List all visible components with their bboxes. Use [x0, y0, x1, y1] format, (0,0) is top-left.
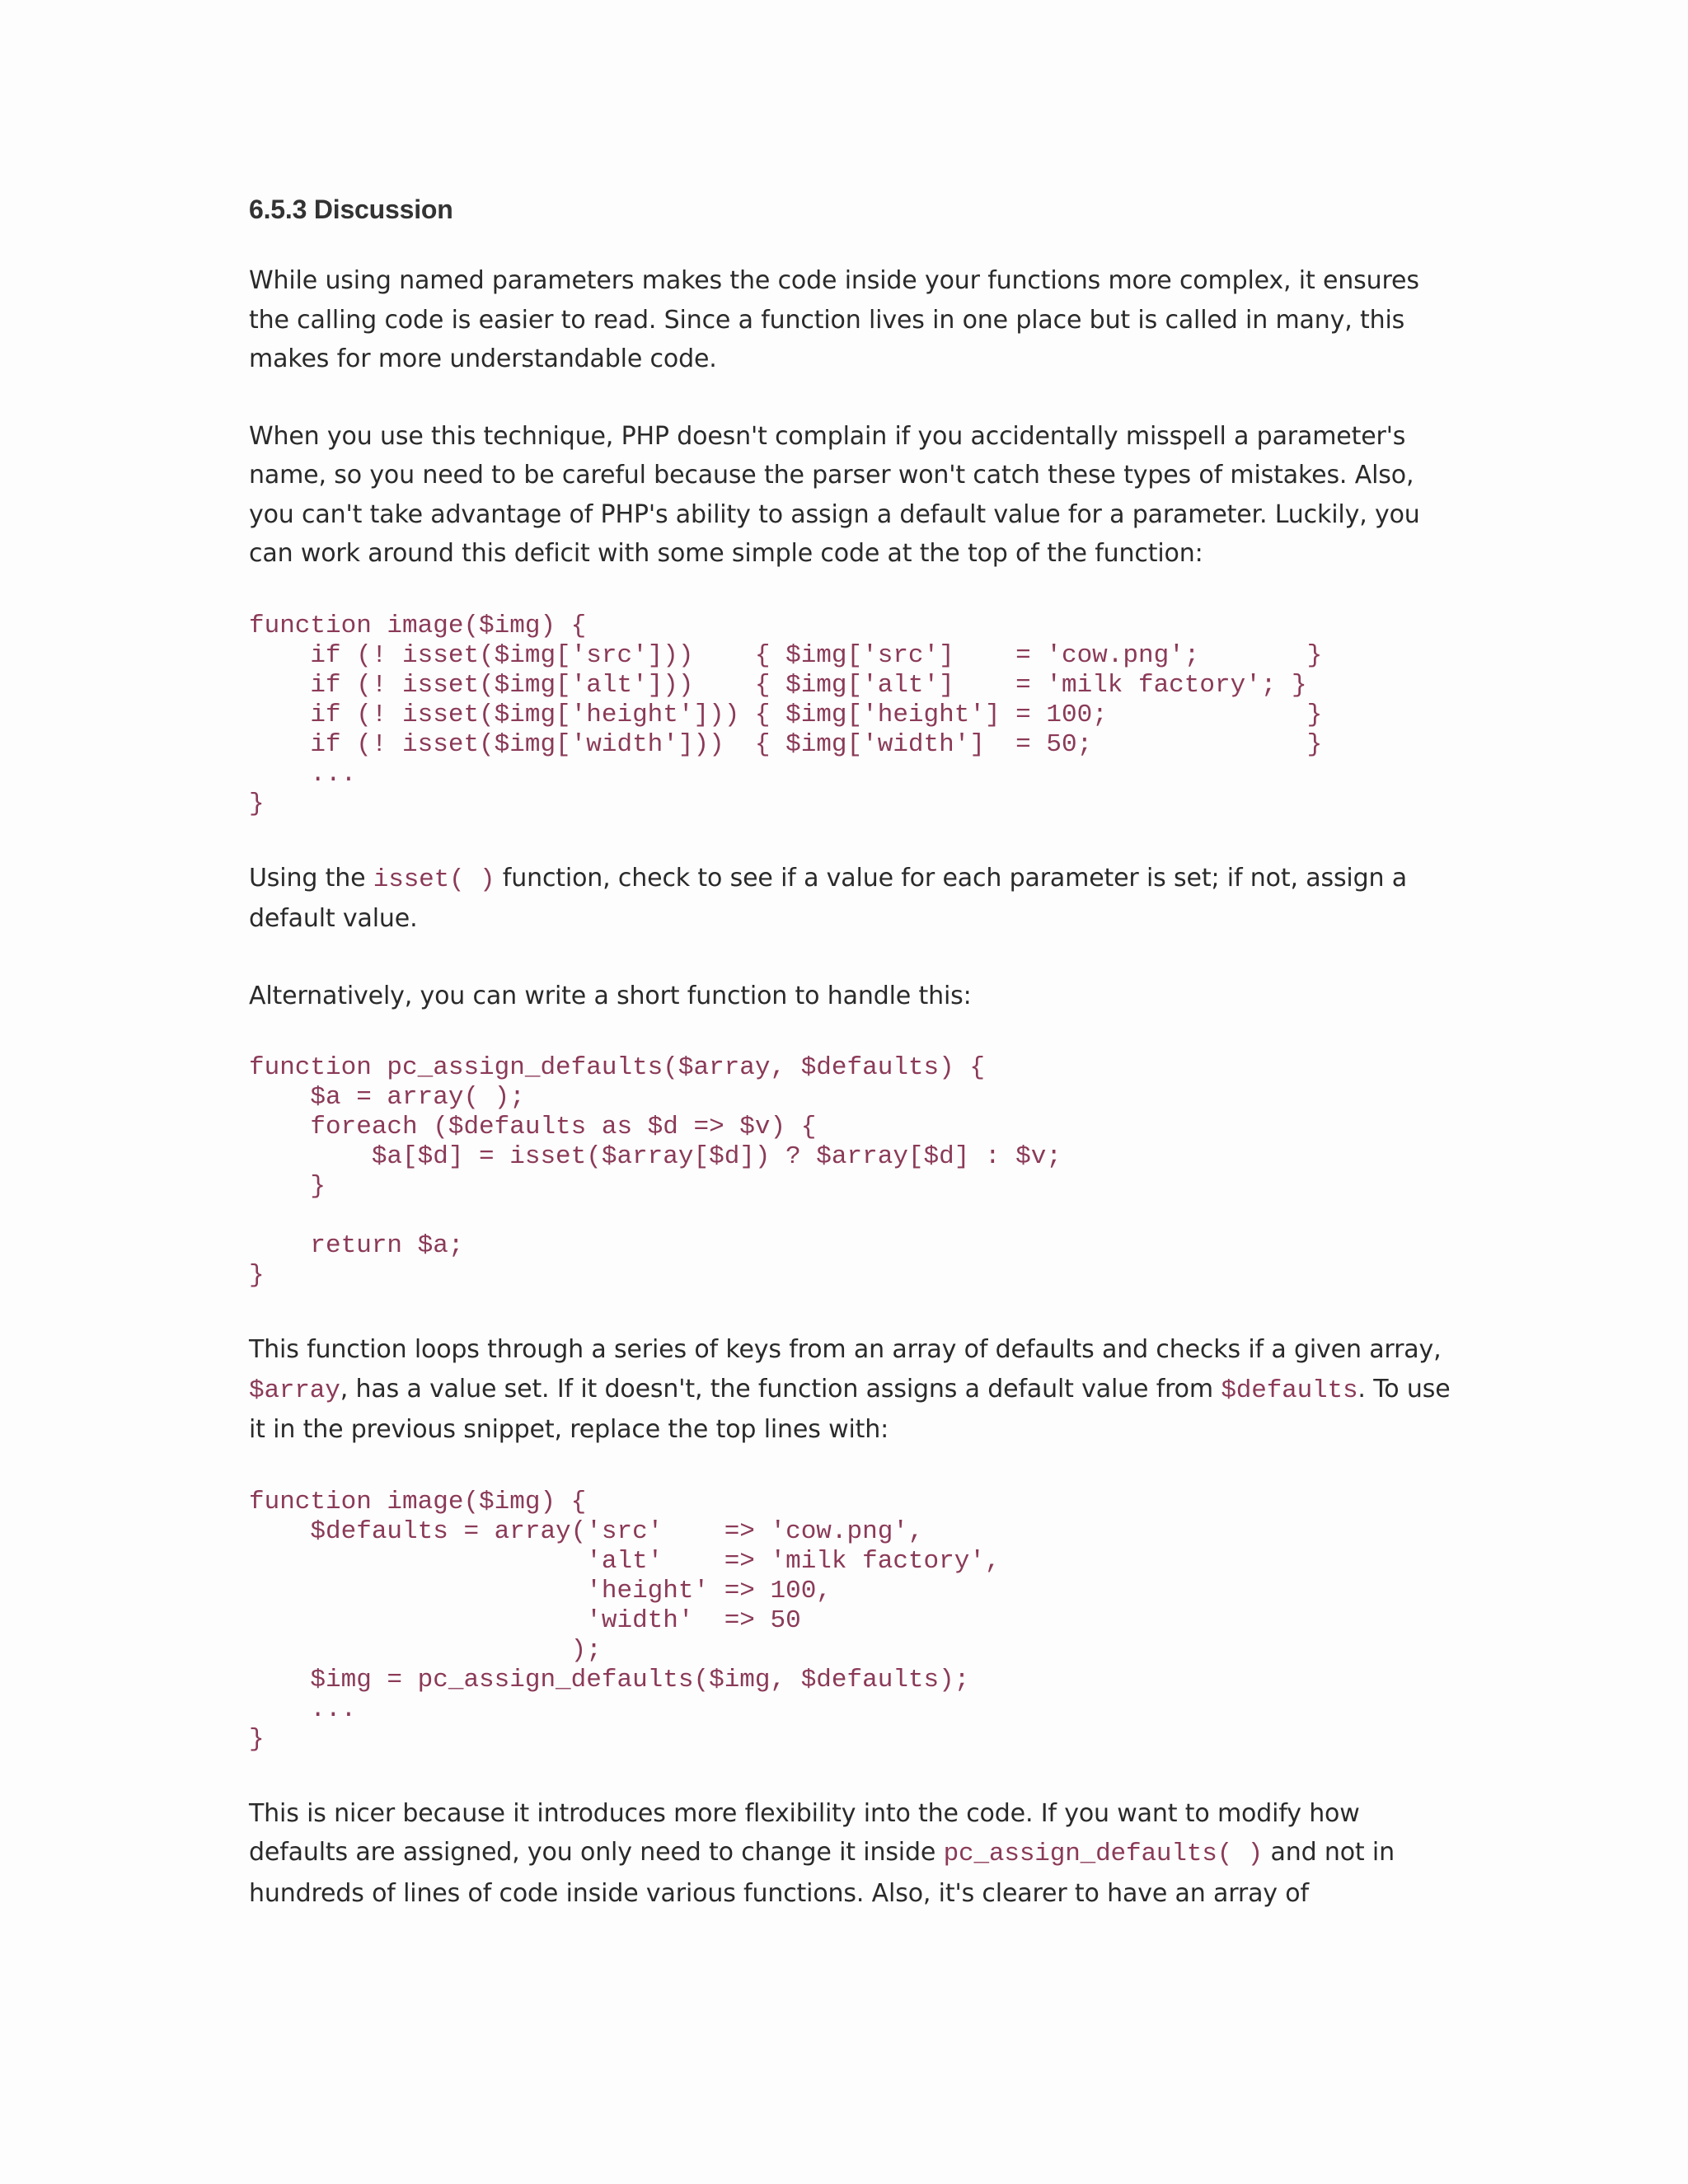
inline-code-defaults: $defaults: [1221, 1376, 1358, 1405]
code-block-assign-defaults: function pc_assign_defaults($array, $defaults) { $a = array( ); foreach ($defaults as $d => $v) { $a[$d] = isset($array[$d]) ? $array[$d] : $v; } return $a; }: [249, 1053, 1062, 1290]
inline-code-pc-assign-defaults: pc_assign_defaults( ): [943, 1840, 1264, 1868]
paragraph-technique: When you use this technique, PHP doesn't complain if you accidentally misspell a parameter's name, so you need to be careful because the parser won't catch these types of mistakes. Also, you can't take advantage of PHP's ability to assign a default value for a parameter. Luckily, you can work around this deficit with some simple code at the top of the function:: [249, 421, 1420, 568]
paragraph-isset-explanation: [249, 859, 1452, 939]
code-block-image-defaults: function image($img) { $defaults = array('src' => 'cow.png', 'alt' => 'milk factory', 'height' => 100, 'width' => 50 ); $img = pc_assign_defaults($img, $defaults); ... }: [249, 1487, 1001, 1754]
text-fragment: and not in hundreds of lines of code inside various functions. Also, it's clearer to have an array of: [249, 1838, 1395, 1908]
paragraph-alternative: Alternatively, you can write a short function to handle this:: [249, 981, 972, 1010]
text-fragment: Using the: [249, 863, 373, 893]
text-fragment: function, check to see if a value for each parameter is set; if not, assign a default value.: [249, 863, 1407, 933]
code-block-image-isset: function image($img) { if (! isset($img['src'])) { $img['src'] = 'cow.png'; } if (! isset($img['alt'])) { $img['alt'] = 'milk factory'; } if (! isset($img['height'])) { $img['height'] = 100; } if (! isset($img['width'])) { $img['width'] = 50; } ... }: [249, 611, 1323, 818]
inline-code-isset: isset( ): [373, 865, 495, 894]
inline-code-array: $array: [249, 1376, 340, 1405]
paragraph-intro: While using named parameters makes the code inside your functions more complex, it ensures the calling code is easier to read. Since a function lives in one place but is called in many, this makes for more understandable code.: [249, 266, 1419, 373]
text-fragment: This function loops through a series of keys from an array of defaults and checks if a given array,: [249, 1335, 1442, 1364]
document-page: [249, 194, 1452, 1951]
text-fragment: . To use it in the previous snippet, replace the top lines with:: [249, 1374, 1451, 1444]
paragraph-function-explanation: [249, 1330, 1452, 1450]
section-heading: 6.5.3 Discussion: [249, 194, 453, 224]
paragraph-flexibility: [249, 1794, 1452, 1914]
text-fragment: This is nicer because it introduces more flexibility into the code. If you want to modify how defaults are assigned, you only need to change it inside: [249, 1798, 1360, 1867]
text-fragment: , has a value set. If it doesn't, the function assigns a default value from: [340, 1374, 1221, 1404]
